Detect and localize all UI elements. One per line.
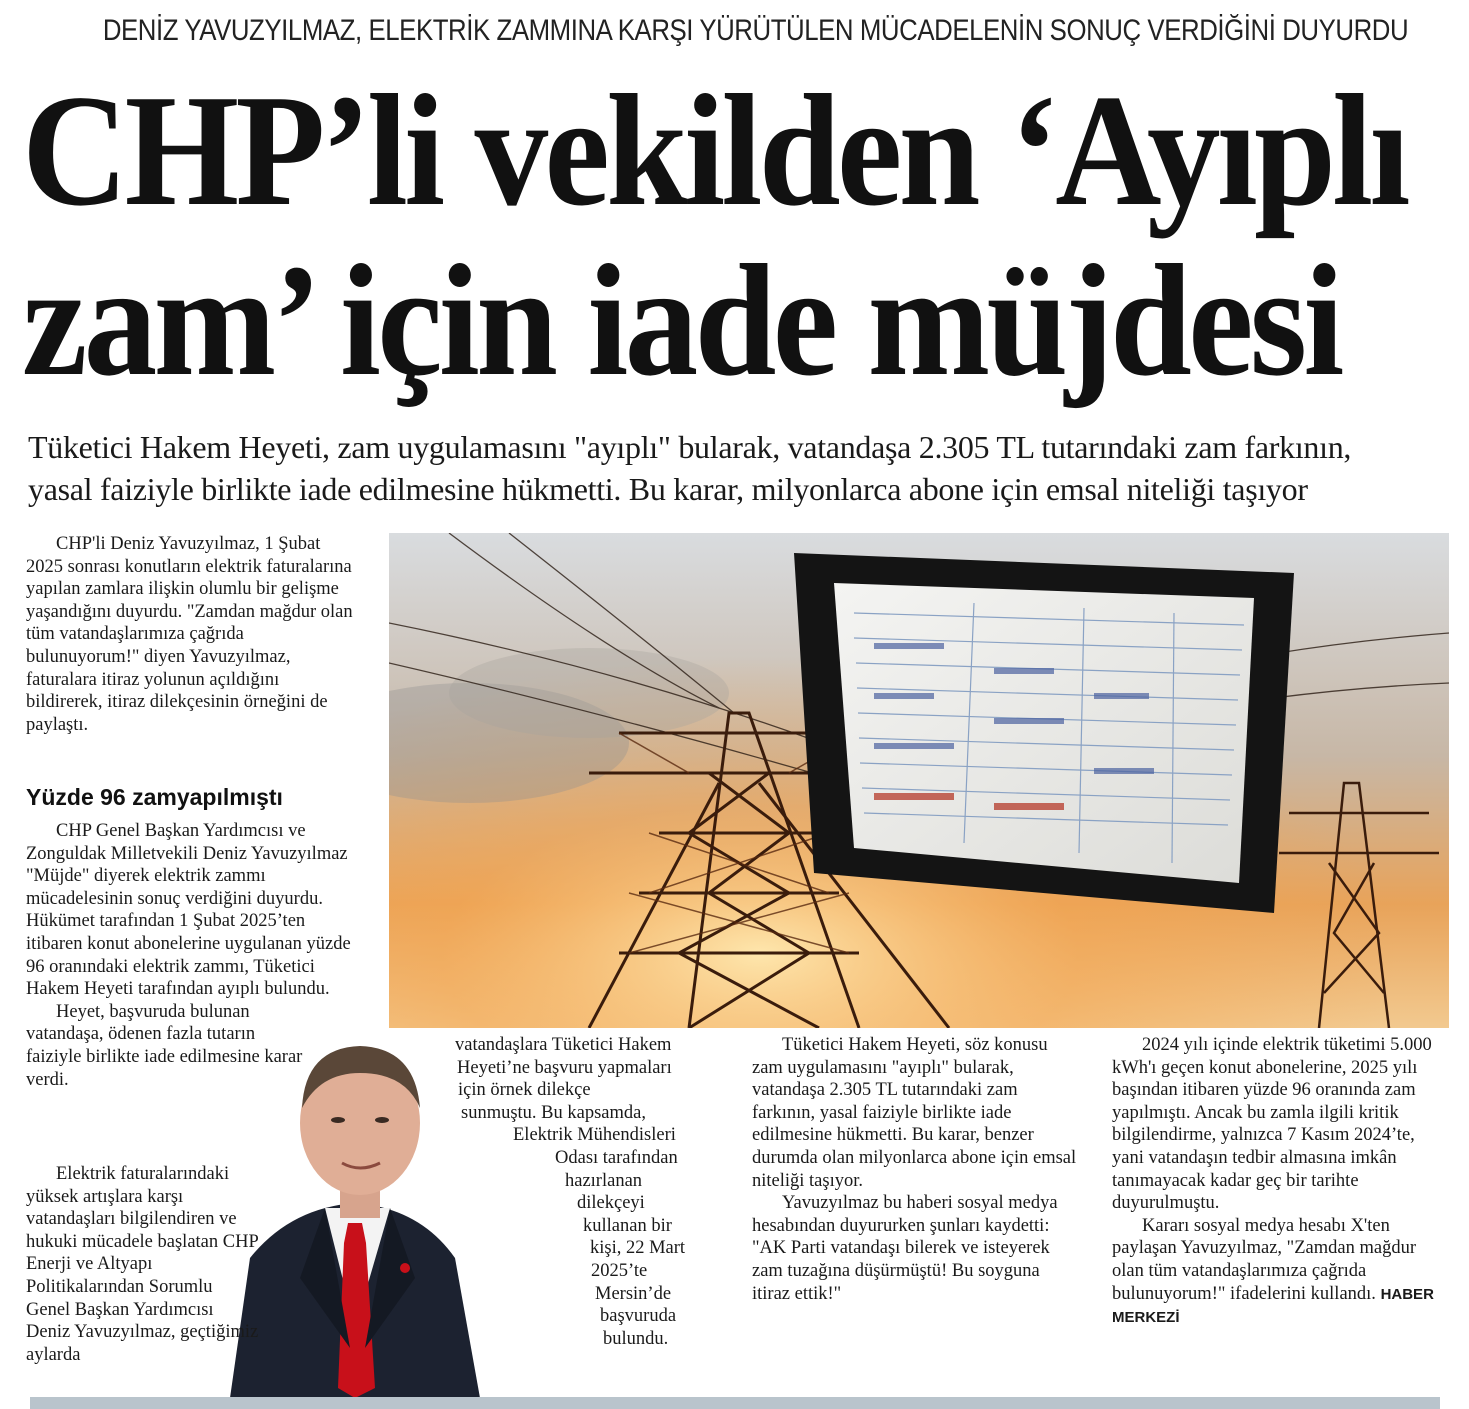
column-3 bbox=[752, 1034, 1082, 1305]
bottom-rule bbox=[30, 1397, 1440, 1409]
col1-subhead: Yüzde 96 zamyapılmıştı bbox=[26, 784, 283, 810]
column-1-bottom bbox=[26, 1163, 261, 1366]
col1-paragraph-1: CHP'li Deniz Yavuzyılmaz, 1 Şubat 2025 sonrası konutların elektrik faturalarına yapılan zamlara ilişkin olumlu bir gelişme yaşandığını duyurdu. "Zamdan mağdur olan tüm vatandaşlarımıza çağrıda bulunuyorum!" diyen Yavuzyılmaz, faturalara itiraz yolunun açıldığını bildirerek, itiraz dilekçesinin örneğini de paylaştı. bbox=[26, 534, 353, 735]
col2-line: bulundu. bbox=[603, 1328, 669, 1349]
headline-line-1: CHP’li vekilden ‘Ayıplı bbox=[22, 61, 1407, 239]
col2-line: sunmuştu. Bu kapsamda, bbox=[461, 1102, 646, 1123]
col2-line: Odası tarafından bbox=[555, 1147, 678, 1168]
kicker: DENİZ YAVUZYILMAZ, ELEKTRİK ZAMMINA KARŞI YÜRÜTÜLEN MÜCADELENİN SONUÇ VERDİĞİNİ DUYURDU bbox=[102, 14, 1409, 47]
col2-line: için örnek dilekçe bbox=[458, 1080, 591, 1101]
col2-line: Elektrik Mühendisleri bbox=[513, 1125, 676, 1146]
col2-line: Mersin’de bbox=[595, 1283, 672, 1304]
col3-paragraph-1: Tüketici Hakem Heyeti, söz konusu zam uygulamasını "ayıplı" bularak, vatandaşa 2.305 TL tutarındaki zam farkının, yasal faiziyle birlikte iade edilmesine hükmetti. Bu karar, benzer durumda olan milyonlarca abone için emsal niteliği taşıyor. bbox=[752, 1035, 1077, 1191]
deck-line-2: yasal faiziyle birlikte iade edilmesine hükmetti. Bu karar, milyonlarca abone için emsal niteliği taşıyor bbox=[28, 471, 1308, 507]
col2-line: dilekçeyi bbox=[577, 1193, 645, 1214]
col2-line: vatandaşlara Tüketici Hakem bbox=[455, 1035, 672, 1055]
col2-line: başvuruda bbox=[600, 1306, 677, 1327]
col1-paragraph-2: CHP Genel Başkan Yardımcısı ve Zonguldak Milletvekili Deniz Yavuzyılmaz "Müjde" diyerek elektrik zammı mücadelesinin sonuç verdiğini duyurdu. Hükümet tarafından 1 Şubat 2025’ten itibaren konut abonelerine uygulanan yüzde 96 oranındaki elektrik zammı, Tüketici Hakem Heyeti tarafından ayıplı bulundu. bbox=[26, 821, 351, 1000]
column-1 bbox=[26, 533, 358, 736]
col2-line: Heyeti’ne başvuru yapmaları bbox=[457, 1057, 672, 1078]
deck-line-1: Tüketici Hakem Heyeti, zam uygulamasını "ayıplı" bularak, vatandaşa 2.305 TL tutarındaki zam farkının, bbox=[28, 429, 1352, 465]
headline-line-2: zam’ için iade müjdesi bbox=[22, 231, 1341, 409]
col2-line: kişi, 22 Mart bbox=[590, 1238, 686, 1259]
column-1-lower bbox=[26, 820, 358, 1091]
col3-paragraph-2: Yavuzyılmaz bu haberi sosyal medya hesabından duyururken şunları kaydetti: "AK Parti vatandaşı bilerek ve isteyerek zam tuzağına düşürmüştü! Bu soyguna itiraz ettik!" bbox=[752, 1193, 1058, 1304]
column-2 bbox=[455, 1034, 685, 1350]
column-4 bbox=[1112, 1034, 1442, 1330]
col2-line: kullanan bir bbox=[583, 1215, 672, 1236]
deck bbox=[28, 426, 1448, 510]
pylon-bill-illustration bbox=[389, 533, 1449, 1028]
byline-credit: HABER MERKEZİ bbox=[1112, 1285, 1434, 1327]
col4-paragraph-2-text: Kararı sosyal medya hesabı X'ten paylaşan Yavuzyılmaz, "Zamdan mağdur olan tüm vatandaşlarımıza çağrıda bulunuyorum!" ifadelerini kullandı. bbox=[1112, 1215, 1416, 1304]
col2-line: 2025’te bbox=[591, 1260, 648, 1281]
electricity-pylon-photo bbox=[389, 533, 1449, 1028]
col1-paragraph-3: Heyet, başvuruda bulunan vatandaşa, ödenen fazla tutarın faiziyle birlikte iade edilmesine karar verdi. bbox=[26, 1001, 303, 1090]
col4-paragraph-1: 2024 yılı içinde elektrik tüketimi 5.000 kWh'ı geçen konut abonelerine, 2025 yılı başından itibaren yüzde 96 oranında zam yapılmıştı. Ancak bu zamla ilgili kritik bilgilendirme, yalnızca 7 Kasım 2024’te, yani vatandaşın tedbir almasına imkân tanımayacak kadar geç bir tarihte duyurulmuştu. bbox=[1112, 1035, 1432, 1214]
col1-paragraph-4: Elektrik faturalarındaki yüksek artışlara karşı vatandaşları bilgilendiren ve hukuki mücadele başlatan CHP Enerji ve Altyapı Politikalarından Sorumlu Genel Başkan Yardımcısı Deniz Yavuzyılmaz, geçtiğimiz aylarda bbox=[26, 1164, 259, 1365]
col2-line: hazırlanan bbox=[565, 1170, 643, 1191]
col4-paragraph-2 bbox=[1112, 1215, 1442, 1330]
